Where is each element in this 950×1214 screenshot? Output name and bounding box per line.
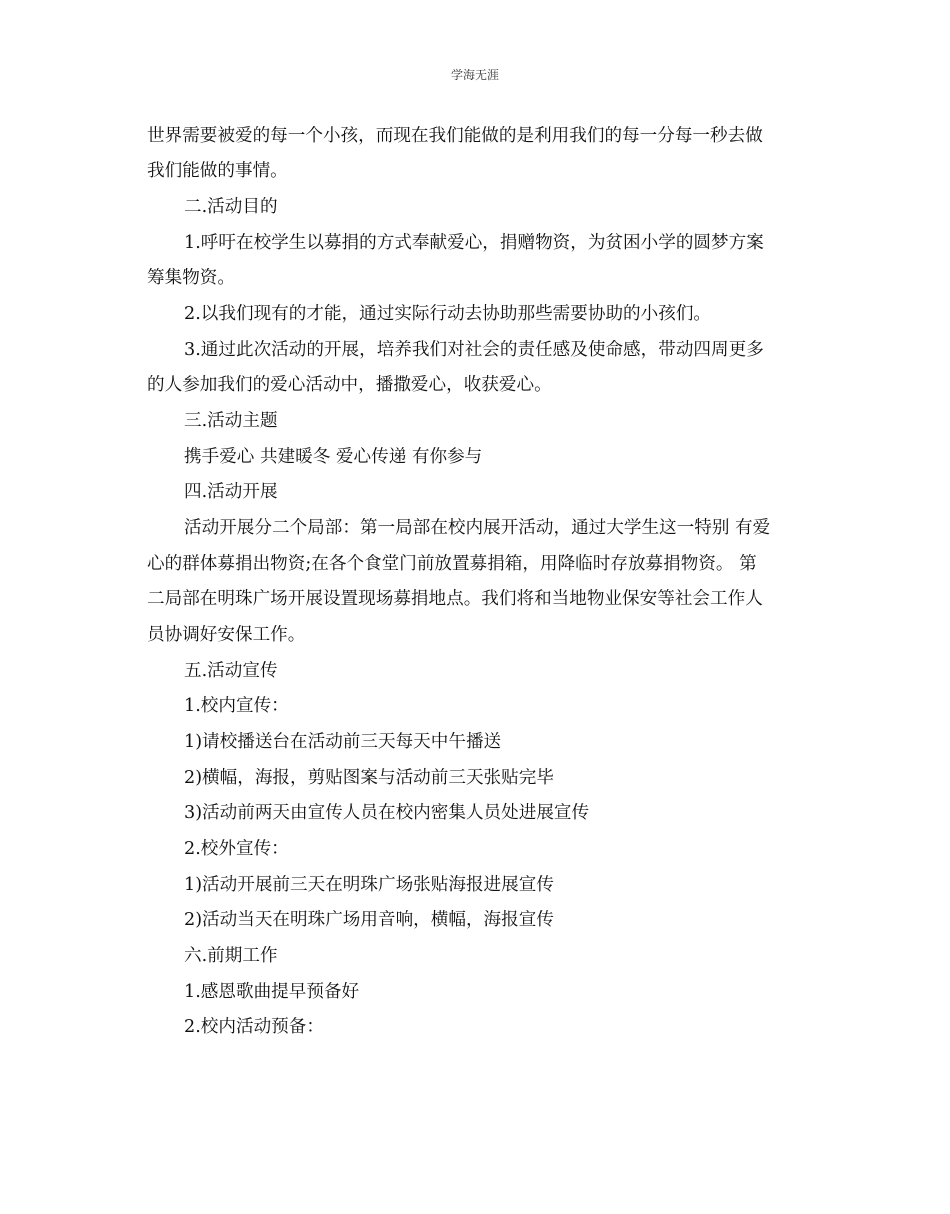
text-line: 筹集物资。 <box>147 268 235 288</box>
text-line: 携手爱心 共建暖冬 爱心传递 有你参与 <box>184 447 483 467</box>
section-heading: 五.活动宣传 <box>184 661 278 681</box>
text-line: 的人参加我们的爱心活动中，播撒爱心，收获爱心。 <box>147 375 552 395</box>
text-line: 员协调好安保工作。 <box>147 625 306 645</box>
text-line: 1)活动开展前三天在明珠广场张贴海报进展宣传 <box>184 875 554 895</box>
text-line: 世界需要被爱的每一个小孩，而现在我们能做的是利用我们的每一分每一秒去做 <box>147 126 763 146</box>
text-line: 1.校内宣传： <box>184 696 289 716</box>
text-line: 1)请校播送台在活动前三天每天中午播送 <box>184 732 502 752</box>
text-line: 2.校外宣传： <box>184 839 289 859</box>
page-header: 学海无涯 <box>450 68 499 82</box>
text-line: 2)横幅，海报，剪贴图案与活动前三天张贴完毕 <box>184 768 554 788</box>
section-heading: 六.前期工作 <box>184 946 278 966</box>
text-line: 1.感恩歌曲提早预备好 <box>184 982 360 1002</box>
text-line: 3.通过此次活动的开展，培养我们对社会的责任感及使命感，带动四周更多 <box>184 340 764 360</box>
text-line: 我们能做的事情。 <box>147 161 288 181</box>
section-heading: 三.活动主题 <box>184 411 278 431</box>
text-line: 2.以我们现有的才能，通过实际行动去协助那些需要协助的小孩们。 <box>184 304 712 324</box>
text-line: 心的群体募捐出物资;在各个食堂门前放置募捐箱，用降临时存放募捐物资。 第 <box>147 554 757 574</box>
text-line: 二局部在明珠广场开展设置现场募捐地点。我们将和当地物业保安等社会工作人 <box>147 589 763 609</box>
text-line: 2.校内活动预备： <box>184 1017 324 1037</box>
text-line: 2)活动当天在明珠广场用音响，横幅，海报宣传 <box>184 910 554 930</box>
text-line: 1.呼吁在校学生以募捐的方式奉献爱心，捐赠物资，为贫困小学的圆梦方案 <box>184 233 764 253</box>
text-line: 活动开展分二个局部：第一局部在校内展开活动，通过大学生这一特别 有爱 <box>184 518 771 538</box>
section-heading: 二.活动目的 <box>184 197 278 217</box>
section-heading: 四.活动开展 <box>184 482 278 502</box>
text-line: 3)活动前两天由宣传人员在校内密集人员处进展宣传 <box>184 803 590 823</box>
